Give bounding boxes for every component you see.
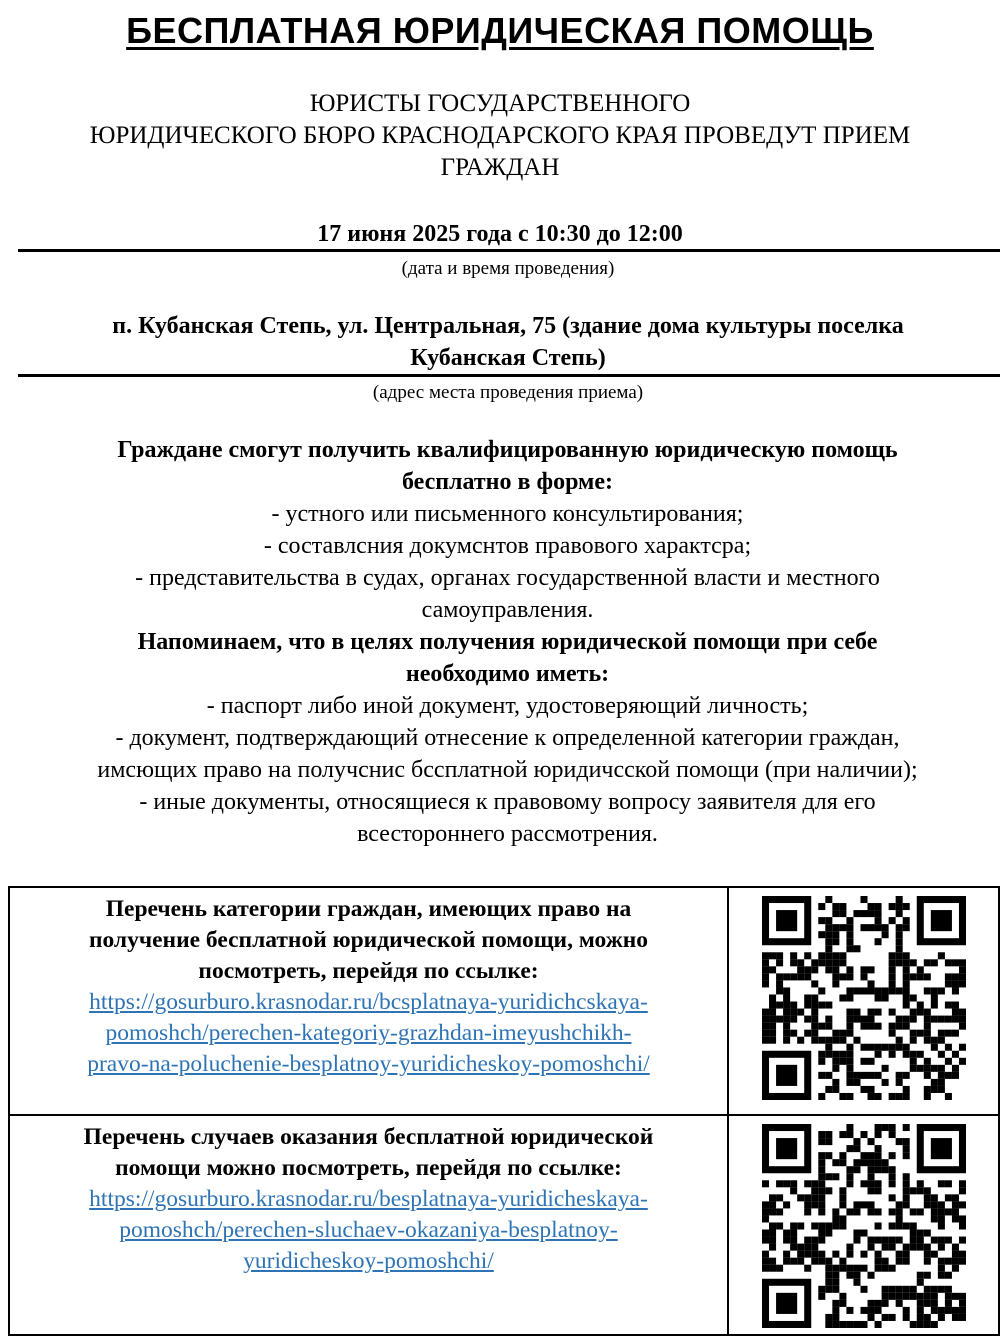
address-line: Кубанская Степь) — [410, 345, 606, 371]
organizer-line: ГРАЖДАН — [440, 154, 560, 181]
organizer-line: ЮРИДИЧЕСКОГО БЮРО КРАСНОДАРСКОГО КРАЯ ПРОВЕДУТ ПРИЕМ — [89, 122, 911, 149]
organizer-line: ЮРИСТЫ ГОСУДАРСТВЕННОГО — [309, 90, 691, 117]
event-address — [0, 310, 1000, 374]
url-line[interactable]: pomoshch/perechen-kategoriy-grazhdan-imeyushchikh- — [105, 1020, 632, 1046]
link-description: помощи можно посмотреть, перейдя по ссылке: — [115, 1155, 622, 1181]
organizer-heading — [0, 88, 1000, 184]
link-cell — [9, 1115, 728, 1335]
form-item: - устного или письменного консультирования; — [271, 501, 744, 527]
link-description: получение бесплатной юридической помощи, можно — [88, 927, 649, 953]
address-underline — [18, 374, 1000, 377]
qr-cell — [728, 1115, 999, 1335]
url-line[interactable]: https://gosurburo.krasnodar.ru/bcsplatnaya-yuridichcskaya- — [89, 989, 648, 1015]
page-title: БЕСПЛАТНАЯ ЮРИДИЧЕСКАЯ ПОМОЩЬ — [126, 10, 874, 51]
intro-line: бесплатно в форме: — [401, 469, 614, 495]
form-item: - составлсния докумснтов правового характсра; — [263, 533, 752, 559]
address-line: п. Кубанская Степь, ул. Центральная, 75 (здание дома культуры поселка — [112, 313, 904, 339]
url-line[interactable]: yuridicheskoy-pomoshchi/ — [243, 1248, 494, 1274]
qr-code-icon — [762, 896, 966, 1100]
datetime-underline — [18, 249, 1000, 252]
document-item: всестороннего рассмотрения. — [357, 821, 658, 847]
link-description: посмотреть, перейдя по ссылке: — [198, 958, 539, 984]
table-row — [9, 1115, 999, 1335]
document-item: - иные документы, относящиеся к правовому вопросу заявителя для его — [139, 789, 876, 815]
document-item: - паспорт либо иной документ, удостоверяющий личность; — [206, 693, 809, 719]
link-description: Перечень категории граждан, имеющих право на — [105, 896, 632, 922]
url-line[interactable]: https://gosurburo.krasnodar.ru/besplatnaya-yuridicheskaya- — [89, 1186, 648, 1212]
categories-link[interactable] — [10, 987, 727, 1080]
address-caption: (адрес места проведения приема) — [372, 382, 644, 403]
link-description: Перечень случаев оказания бесплатной юридической — [83, 1124, 654, 1150]
cases-link[interactable] — [10, 1184, 727, 1277]
links-table — [8, 886, 1000, 1336]
reminder-line: Напоминаем, что в целях получения юридической помощи при себе — [137, 629, 878, 655]
reminder-line: необходимо иметь: — [405, 661, 610, 687]
url-line[interactable]: pomoshch/perechen-sluchaev-okazaniya-besplatnoy- — [119, 1217, 618, 1243]
form-item: - представительства в судах, органах государственной власти и местного — [135, 565, 880, 591]
table-row — [9, 887, 999, 1115]
event-datetime: 17 июня 2025 года с 10:30 до 12:00 — [317, 221, 683, 247]
qr-code-icon — [762, 1124, 966, 1328]
document-item: имсющих право на получснис бссплатной юридичсской помощи (при наличии); — [97, 757, 918, 783]
intro-line: Граждане смогут получить квалифицированную юридическую помощь — [117, 437, 898, 463]
document-item: - документ, подтверждающий отнесение к определенной категории граждан, — [115, 725, 900, 751]
qr-cell — [728, 887, 999, 1115]
url-line[interactable]: pravo-na-poluchenie-besplatnoy-yuridicheskoy-pomoshchi/ — [87, 1051, 650, 1077]
info-body — [15, 434, 1000, 850]
form-item: самоуправления. — [421, 597, 594, 623]
datetime-caption: (дата и время проведения) — [401, 258, 615, 279]
link-cell — [9, 887, 728, 1115]
